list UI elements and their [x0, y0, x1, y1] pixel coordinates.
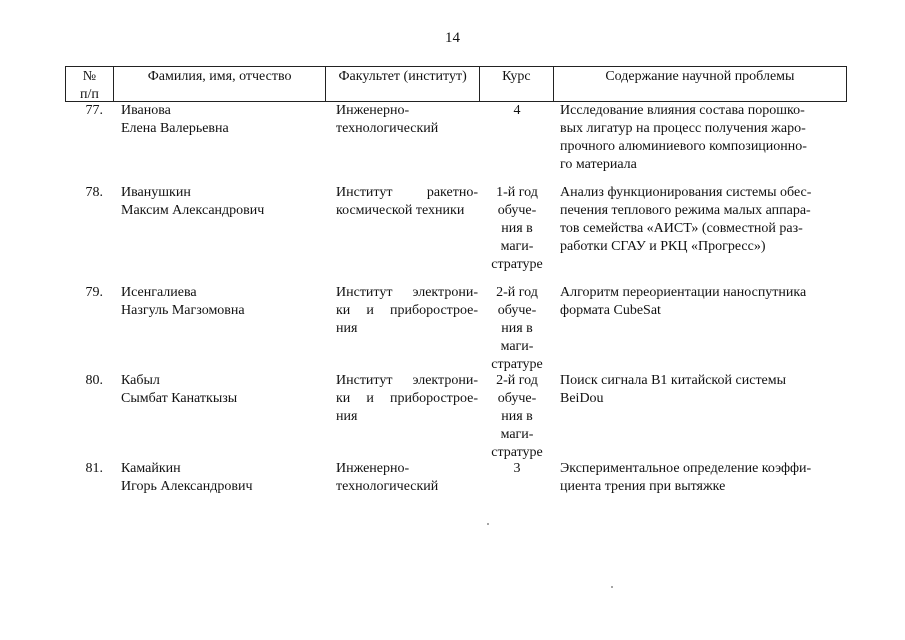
- row-faculty: [326, 372, 480, 462]
- topic-line: Поиск сигнала B1 китайской системы: [560, 373, 787, 388]
- row-faculty: [326, 460, 480, 500]
- topic-line: формата CubeSat: [560, 303, 661, 318]
- name-line: Исенгалиева: [121, 285, 197, 300]
- table-row: [65, 184, 847, 280]
- row-faculty: [326, 184, 480, 280]
- faculty-line: ки и приборострое-: [336, 303, 478, 318]
- course-line: стратуре: [491, 357, 543, 372]
- name-line: Игорь Александрович: [121, 479, 253, 494]
- course-line: стратуре: [491, 257, 543, 272]
- course-line: ния в: [501, 409, 533, 424]
- course-line: 4: [513, 103, 521, 118]
- name-line: Максим Александрович: [121, 203, 265, 218]
- header-topic: Содержание научной проблемы: [605, 69, 795, 84]
- table-row: [65, 460, 847, 500]
- faculty-line: Инженерно-: [336, 103, 410, 118]
- course-line: маги-: [500, 427, 534, 442]
- row-topic: [554, 372, 847, 462]
- students-table: [65, 66, 847, 500]
- topic-line: Анализ функционирования системы обес-: [560, 185, 812, 200]
- faculty-line: Институт электрони-: [336, 285, 478, 300]
- header-num: [66, 67, 114, 101]
- page-number: 14: [445, 30, 460, 46]
- faculty-line: технологический: [336, 121, 439, 136]
- row-num: 80.: [85, 373, 103, 388]
- name-line: Иванушкин: [121, 185, 191, 200]
- table-row: [65, 284, 847, 374]
- row-topic: [554, 284, 847, 374]
- row-num: 81.: [85, 461, 103, 476]
- course-line: 3: [513, 461, 521, 476]
- row-name: [113, 284, 326, 374]
- table-header: [65, 66, 847, 102]
- topic-line: циента трения при вытяжке: [560, 479, 726, 494]
- topic-line: Экспериментальное определение коэффи-: [560, 461, 812, 476]
- scan-speck: [487, 523, 489, 525]
- header-num-line: №: [82, 69, 97, 84]
- course-line: 2-й год: [496, 285, 538, 300]
- row-course: [480, 372, 554, 462]
- header-course: Курс: [480, 67, 554, 101]
- row-num: 79.: [85, 285, 103, 300]
- row-course: [480, 184, 554, 280]
- row-num: 77.: [85, 103, 103, 118]
- course-line: обуче-: [497, 303, 537, 318]
- row-name: [113, 460, 326, 500]
- faculty-line: ния: [336, 321, 358, 336]
- row-course: [480, 102, 554, 174]
- header-num-line: п/п: [80, 87, 99, 102]
- faculty-line: технологический: [336, 479, 439, 494]
- course-line: ния в: [501, 221, 533, 236]
- topic-line: тов семейства «АИСТ» (совместной раз-: [560, 221, 803, 236]
- faculty-line: Институт ракетно-: [336, 185, 478, 200]
- course-line: 1-й год: [496, 185, 538, 200]
- name-line: Сымбат Канаткызы: [121, 391, 238, 406]
- row-topic: [554, 460, 847, 500]
- course-line: маги-: [500, 339, 534, 354]
- row-course: [480, 284, 554, 374]
- faculty-line: космической техники: [336, 203, 465, 218]
- row-num: 78.: [85, 185, 103, 200]
- course-line: обуче-: [497, 203, 537, 218]
- name-line: Елена Валерьевна: [121, 121, 229, 136]
- faculty-line: ния: [336, 409, 358, 424]
- topic-line: вых лигатур на процесс получения жаро-: [560, 121, 806, 136]
- table-row: [65, 372, 847, 462]
- row-topic: [554, 102, 847, 174]
- faculty-line: Институт электрони-: [336, 373, 478, 388]
- faculty-line: ки и приборострое-: [336, 391, 478, 406]
- row-name: [113, 102, 326, 174]
- row-course: [480, 460, 554, 500]
- topic-line: Исследование влияния состава порошко-: [560, 103, 805, 118]
- row-name: [113, 184, 326, 280]
- table-row: [65, 102, 847, 174]
- row-topic: [554, 184, 847, 280]
- row-faculty: [326, 284, 480, 374]
- course-line: маги-: [500, 239, 534, 254]
- course-line: ния в: [501, 321, 533, 336]
- topic-line: BeiDou: [560, 391, 604, 406]
- name-line: Иванова: [121, 103, 171, 118]
- scan-speck: [611, 586, 613, 588]
- name-line: Кабыл: [121, 373, 160, 388]
- name-line: Камайкин: [121, 461, 181, 476]
- topic-line: прочного алюминиевого композиционно-: [560, 139, 807, 154]
- topic-line: печения теплового режима малых аппара-: [560, 203, 811, 218]
- course-line: стратуре: [491, 445, 543, 460]
- header-name: Фамилия, имя, отчество: [114, 67, 326, 101]
- topic-line: Алгоритм переориентации наноспутника: [560, 285, 807, 300]
- row-name: [113, 372, 326, 462]
- course-line: 2-й год: [496, 373, 538, 388]
- course-line: обуче-: [497, 391, 537, 406]
- topic-line: го материала: [560, 157, 637, 172]
- name-line: Назгуль Магзомовна: [121, 303, 245, 318]
- row-faculty: [326, 102, 480, 174]
- faculty-line: Инженерно-: [336, 461, 410, 476]
- topic-line: работки СГАУ и РКЦ «Прогресс»): [560, 239, 766, 254]
- header-faculty: Факультет (институт): [326, 67, 480, 101]
